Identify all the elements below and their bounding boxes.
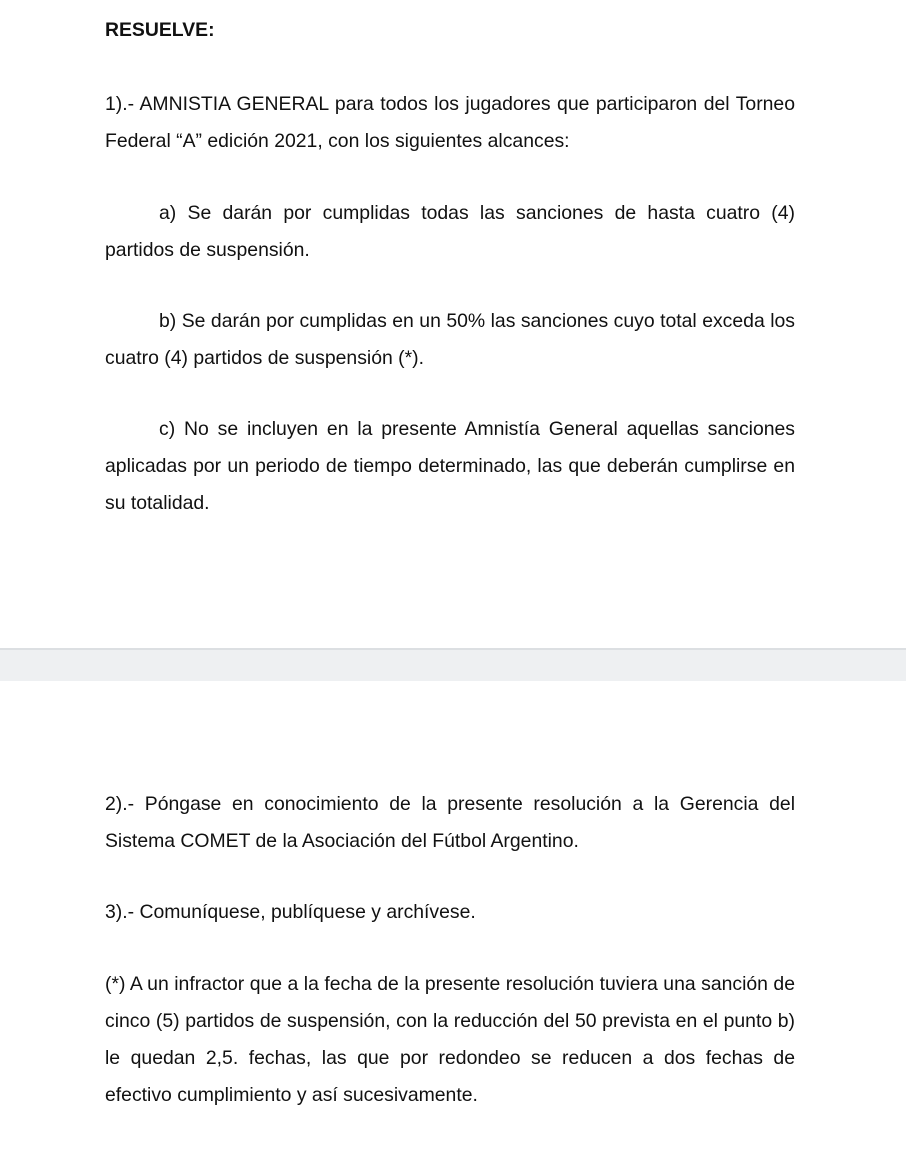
article-1-paragraph: 1).- AMNISTIA GENERAL para todos los jugadores que participaron del Torneo Federal “A” edición 2021, con los siguientes alcances: <box>105 93 795 152</box>
document-page-2 <box>0 681 906 1161</box>
article-3-paragraph: 3).- Comuníquese, publíquese y archívese. <box>105 901 476 923</box>
footnote-paragraph: (*) A un infractor que a la fecha de la presente resolución tuviera una sanción de cinco (5) partidos de suspensión, con la reducción del 50 prevista en el punto b) le quedan 2,5. fechas, las que por redondeo se reducen a dos fechas de efectivo cumplimiento y así sucesivamente. <box>105 973 795 1106</box>
clause-c-paragraph: c) No se incluyen en la presente Amnistía General aquellas sanciones aplicadas por un periodo de tiempo determinado, las que deberán cumplirse en su totalidad. <box>105 418 795 514</box>
resolution-heading: RESUELVE: <box>105 19 215 41</box>
article-2-paragraph: 2).- Póngase en conocimiento de la presente resolución a la Gerencia del Sistema COMET de la Asociación del Fútbol Argentino. <box>105 793 795 852</box>
clause-b-paragraph: b) Se darán por cumplidas en un 50% las sanciones cuyo total exceda los cuatro (4) partidos de suspensión (*). <box>105 310 795 369</box>
page-separator <box>0 648 906 681</box>
clause-a-paragraph: a) Se darán por cumplidas todas las sanciones de hasta cuatro (4) partidos de suspensión. <box>105 202 795 261</box>
